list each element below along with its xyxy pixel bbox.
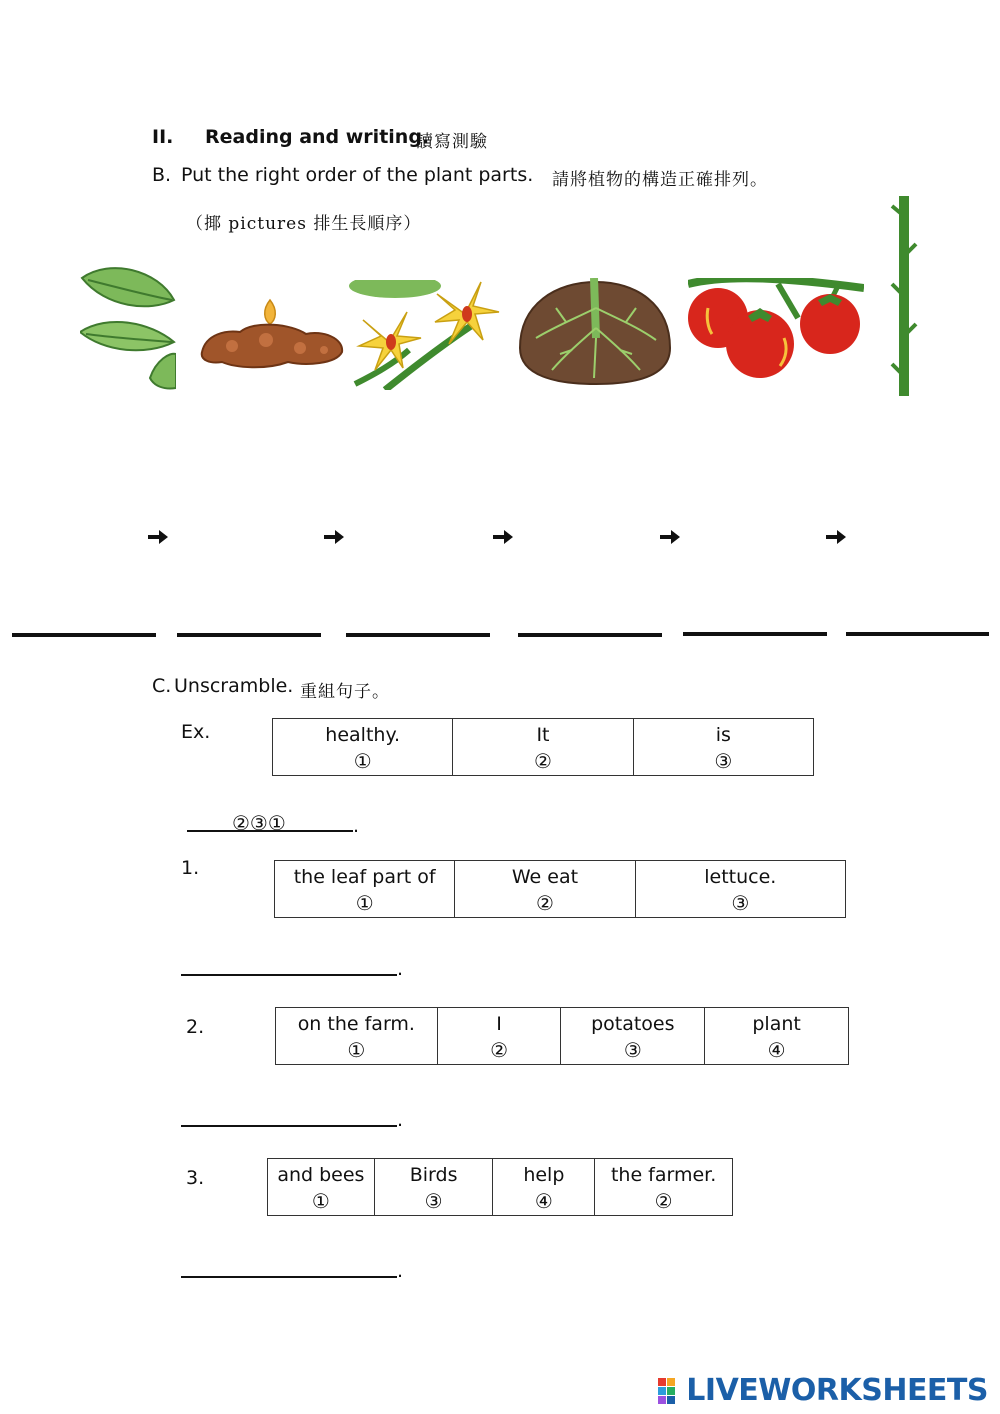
- example-word-table: [272, 718, 814, 776]
- section-title: Reading and writing.: [205, 126, 430, 148]
- word-number: ②: [536, 891, 554, 915]
- example-period: .: [353, 815, 360, 837]
- word-number: ①: [353, 749, 372, 773]
- flowers-icon: [345, 280, 511, 390]
- word-cell: [275, 861, 455, 918]
- question-3-label: 3.: [186, 1167, 205, 1189]
- order-drop-zone-6[interactable]: [846, 632, 989, 636]
- arrow-right-icon: [148, 530, 168, 544]
- question-2-word-table: [275, 1007, 849, 1065]
- word: the leaf part of: [293, 866, 436, 888]
- word-cell: [633, 719, 813, 776]
- word-number: ②: [490, 1038, 508, 1062]
- arrow-right-icon: [826, 530, 846, 544]
- liveworksheets-blocks-icon: [658, 1378, 684, 1404]
- word-number: ①: [311, 1189, 330, 1213]
- part-b-label: B.: [152, 164, 172, 186]
- picture-tomatoes[interactable]: [688, 278, 864, 382]
- word-number: ④: [534, 1189, 553, 1213]
- question-2-label: 2.: [186, 1016, 205, 1038]
- part-b-hint: （揶 pictures 排生長順序）: [186, 214, 422, 234]
- word-number: ②: [534, 749, 552, 773]
- part-b-instruction: Put the right order of the plant parts.: [181, 164, 534, 186]
- roots-icon: [516, 278, 674, 388]
- word: plant: [752, 1013, 801, 1035]
- word-number: ③: [731, 891, 750, 915]
- question-1-answer-input[interactable]: [181, 974, 397, 976]
- word: and bees: [277, 1164, 365, 1186]
- word-number: ③: [424, 1189, 443, 1213]
- part-c-label: C.: [152, 675, 172, 697]
- word: potatoes: [591, 1013, 675, 1035]
- word-number: ③: [623, 1038, 642, 1062]
- word-cell: [455, 861, 635, 918]
- word: healthy.: [325, 724, 401, 746]
- word-number: ③: [714, 749, 733, 773]
- word: We eat: [511, 866, 579, 888]
- picture-stem[interactable]: [890, 196, 918, 396]
- word-number: ①: [347, 1038, 366, 1062]
- picture-seed-soil[interactable]: [196, 290, 346, 378]
- order-drop-zone-2[interactable]: [177, 633, 321, 637]
- word-number: ④: [767, 1038, 786, 1062]
- logo-text: LIVEWORKSHEETS: [686, 1373, 988, 1408]
- section-number: II.: [152, 126, 174, 148]
- word: on the farm.: [297, 1013, 415, 1035]
- word-cell: [561, 1008, 705, 1065]
- word-number: ①: [355, 891, 374, 915]
- word: I: [496, 1013, 502, 1035]
- stem-icon: [890, 196, 918, 396]
- order-drop-zone-5[interactable]: [683, 632, 827, 636]
- word-cell: [374, 1159, 493, 1216]
- word-cell: [493, 1159, 595, 1216]
- question-3-period: .: [397, 1260, 404, 1282]
- word-cell: [705, 1008, 849, 1065]
- order-drop-zone-3[interactable]: [346, 633, 490, 637]
- word-cell: [437, 1008, 561, 1065]
- question-1-period: .: [397, 958, 404, 980]
- section-title-cn: 讀寫測驗: [416, 132, 488, 152]
- word: lettuce.: [704, 866, 777, 888]
- question-3-word-table: [267, 1158, 733, 1216]
- liveworksheets-logo: [658, 1373, 988, 1408]
- word: the farmer.: [610, 1164, 717, 1186]
- arrow-right-icon: [660, 530, 680, 544]
- order-drop-zone-4[interactable]: [518, 633, 662, 637]
- word: Birds: [409, 1164, 458, 1186]
- word-cell: [595, 1159, 733, 1216]
- word-cell: [273, 719, 453, 776]
- part-c-instruction: Unscramble.: [174, 675, 294, 697]
- question-2-period: .: [397, 1109, 404, 1131]
- tomatoes-icon: [688, 278, 864, 382]
- question-3-answer-input[interactable]: [181, 1276, 397, 1278]
- arrow-right-icon: [493, 530, 513, 544]
- leaves-icon: [80, 260, 176, 390]
- word-cell: [635, 861, 845, 918]
- word-cell: [276, 1008, 438, 1065]
- word: It: [536, 724, 550, 746]
- word: help: [523, 1164, 565, 1186]
- picture-roots[interactable]: [516, 278, 674, 388]
- arrow-right-icon: [324, 530, 344, 544]
- word-number: ②: [654, 1189, 673, 1213]
- part-c-instruction-cn: 重組句子。: [300, 682, 390, 702]
- question-1-label: 1.: [181, 857, 200, 879]
- word: is: [715, 724, 731, 746]
- part-b-instruction-cn: 請將植物的構造正確排列。: [552, 170, 768, 190]
- order-drop-zone-1[interactable]: [12, 633, 156, 637]
- word-cell: [453, 719, 633, 776]
- picture-leaves[interactable]: [80, 260, 176, 390]
- question-1-word-table: [274, 860, 846, 918]
- example-answer: ②③①: [232, 811, 286, 835]
- word-cell: [268, 1159, 375, 1216]
- question-2-answer-input[interactable]: [181, 1125, 397, 1127]
- seed-soil-icon: [196, 290, 346, 378]
- picture-flowers[interactable]: [345, 280, 511, 390]
- example-label: Ex.: [181, 721, 211, 743]
